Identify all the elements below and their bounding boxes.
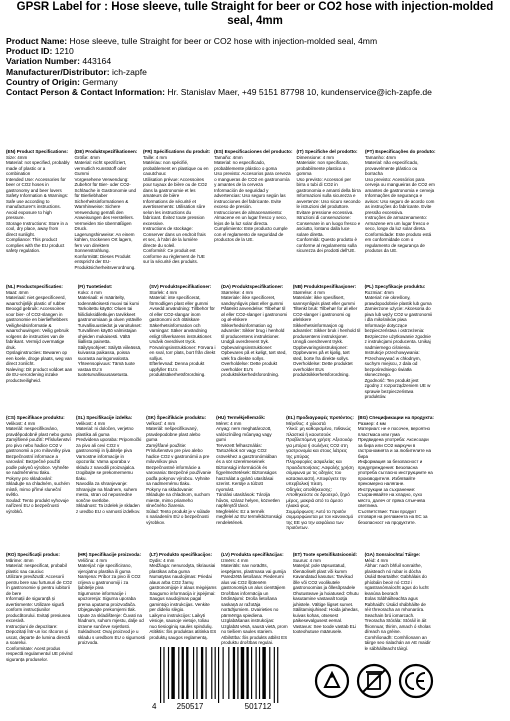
spec-heading: (BG) Спецификации на продукта:	[357, 415, 434, 420]
spec-line: Material: no especificado, probablemente plástico o goma	[214, 160, 277, 171]
spec-block	[4, 149, 73, 279]
spec-line: Izmērs: 4 mm	[221, 557, 249, 563]
spec-block	[141, 149, 212, 279]
spec-line: Maat: 4mm	[6, 289, 29, 295]
spec-line: Размер: 4 мм	[357, 420, 386, 426]
product-info	[6, 36, 504, 97]
spec-block	[147, 284, 219, 409]
spec-heading: (SL) Specifikacije izdelka:	[76, 415, 133, 420]
spec-line: Vorgesehene Verwendung: Zubehör für Bier- oder CO2-Schläuche in Gastronomie und für Bierliebhaber	[74, 176, 137, 199]
barcode-bar	[196, 647, 197, 699]
spec-block	[434, 284, 506, 409]
spec-line: Instrucțiuni de depozitare: Depozitați într-un loc răcoros și uscat, departe de lumina directă a soarelui.	[6, 623, 71, 646]
barcode-bar	[211, 647, 212, 699]
spec-block	[76, 552, 148, 672]
spec-heading: (HR) Specifikacije proizvoda:	[77, 552, 142, 557]
spec-line: Uzglabāšanas instrukcijas: Uzglabāt vēsā, sausā vietā, prom no tiešiem saules stariem.	[221, 618, 288, 635]
info-value: Hr. Stanislav Maer, +49 5151 87798 10, kundenservice@ich-zapfe.de	[165, 87, 432, 98]
spec-line: Påtænkt anvendelse: Tilbehør til øl eller CO2-slanger i gastronomi og øl-elskere	[221, 306, 288, 323]
spec-line: Dimensione: 4 mm	[296, 154, 335, 160]
spec-line: Instructions de stockage: Conserver dans un endroit frais et sec, à l'abri de la lumière directe du soleil.	[143, 226, 206, 248]
spec-line: Velikost: 4 mm	[6, 420, 36, 426]
spec-heading: (PL) Specyfikacje produktu:	[364, 284, 426, 289]
spec-line: Storlek: 4 mm	[149, 289, 178, 295]
spec-heading: (LT) Produkto specifikacijos:	[149, 552, 213, 557]
spec-line: Sikkerhedsinformation og advarsler: Sikker brug i henhold til producentens instruktioner. Undgå overdrevent tryk.	[221, 322, 285, 345]
spec-block	[434, 552, 506, 672]
spec-line: Avsedd användning: Tillbehör för öl eller CO2-slangar inom gastronomi och ölälskare	[149, 306, 215, 323]
spec-heading: (DE) Produktspezifikationen:	[74, 149, 138, 154]
spec-line: Συμμόρφωση: Αυτό το προϊόν συμμορφώνεται με τον κανονισμό της ΕΕ για την ασφάλεια των προϊόντων.	[286, 508, 354, 531]
spec-heading: (HU) Termékjellemzők:	[216, 415, 266, 420]
spec-line: Efterlevnad: Denna produkt uppfyller EU:s produktsäkerhetsförordning.	[149, 361, 206, 378]
page-title: GPSR Label for : Hose sleeve, tulle Straight for beer or CO2 hose with injection-molded seal, 4mm	[16, 1, 494, 27]
spec-line: Safety Information & Warnings: Safe use according to manufacturer's instructions. Avoid exposure to high pressure.	[6, 193, 69, 221]
spec-line: Conformité: Ce produit est conforme au règlement de l'UE sur la sécurité des produits.	[143, 248, 205, 265]
spec-line: Méret: 4 mm	[216, 420, 242, 426]
spec-line: Προβλεπόμενη χρήση: Αξεσουάρ για μπύρα ή σωλήνες CO2 στη γαστρονομία και στους λάτρεις της μπύρας	[286, 437, 353, 459]
spec-line: Atitiktis: Šis produktas atitinka ES produktų saugos reglamentą.	[149, 629, 217, 640]
barcode-bar	[277, 647, 278, 703]
spec-line: Størrelse: 4 mm	[292, 289, 325, 295]
barcode-bar	[237, 647, 238, 699]
spec-block	[73, 149, 142, 279]
spec-line: Naleving: Dit product voldoet aan de EU-verordening inzake productveiligheid.	[6, 366, 73, 383]
spec-line: Storage Instructions: Store in a cool, dry place, away from direct sunlight.	[6, 220, 68, 237]
spec-line: Conformità: Questo prodotto è conforme al regolamento sulla sicurezza dei prodotti dell'UE.	[296, 237, 358, 254]
info-value: Germany	[80, 76, 118, 87]
spec-line: Informacje dotyczące bezpieczeństwa i ostrzeżenia: Bezpieczne użytkowanie zgodnie z instrukcjami producenta. Unikaj nadmiernego ciśnienia.	[364, 322, 431, 350]
spec-line: Veličina: 4 mm	[77, 557, 107, 563]
info-label: Variation Number:	[6, 56, 81, 67]
barcode-bar	[274, 647, 275, 703]
spec-line: Pokyny na skladovanie: Skladujte na chladnom, suchom mieste, mimo priameho slnečného žiarenia.	[146, 486, 210, 509]
spec-heading: (NB) Produktspesifikasjoner:	[292, 284, 357, 289]
spec-heading: (ET) Toote spetsifikatsioonid:	[292, 552, 358, 557]
spec-line: Ohutusteave ja hoiatused: Ohutu kasutamine vastavalt tootja juhistele. Vältige liigset survet.	[292, 590, 359, 607]
info-value: 443164	[80, 56, 112, 67]
spec-line: Comhlíonadh: Comhlíonann an táirge seo rialachán an AE maidir le sábháilteacht táirgí.	[364, 634, 431, 651]
info-row	[6, 77, 504, 87]
spec-line: Tamaño: 4mm	[214, 154, 243, 160]
spec-line: Materiāls: nav norādīts, iespējams, plastmasa vai gumija	[221, 563, 286, 574]
barcode-bar	[193, 647, 194, 699]
spec-heading: (PT) Especificações do produto:	[365, 149, 436, 154]
spec-line: Soulad: Tento produkt vyhovuje nařízení EU o bezpečnosti výrobků.	[6, 497, 69, 514]
spec-line: Navodila za shranjevanje: Shranjujte na hladnem, suhem mestu, stran od neposredne sončne svetlobe.	[76, 481, 138, 503]
barcode-bars	[160, 647, 278, 703]
spec-row-3	[4, 415, 506, 545]
spec-line: Eolas Sábháilteachta agus Rabhaidh: Úsáid shábháilte de réir threoracha an mhonaróra. Seachain brú iomarcach.	[364, 596, 426, 618]
spec-line: Tamanho: 4mm	[365, 154, 397, 160]
spec-line: Materiale: non specificato, probabilmente plastica o gomma	[296, 160, 349, 177]
barcode-left-digits: 250517	[176, 702, 204, 711]
spec-line: Predvidena uporaba: Pripomočki za pivo ali cevi CO2 v gastronomiji in ljubitelje piva	[76, 437, 142, 454]
spec-line: Ábhar: nach bhfuil sonraithe, plaisteach nó rubar is dócha	[364, 563, 422, 574]
spec-block	[356, 415, 436, 545]
spec-line: Tárolási utasítások: Tárolja hűvös, száraz helyen, közvetlen napfénytől távol.	[216, 492, 280, 509]
recycle-icon	[316, 665, 348, 697]
compliance-symbols	[312, 653, 442, 709]
spec-line: Zamierzone użycie: Akcesoria do piwa lub węży CO2 w gastronomii i dla miłośników piwa	[364, 306, 433, 323]
spec-line: Istruzioni di conservazione: Conservare in un luogo fresco e asciutto, lontano dalla luce solare diretta.	[296, 215, 361, 237]
spec-line: Taille: 4 mm	[143, 154, 168, 160]
spec-line: Opslaginstructies: Bewaren op een koele, droge plaats, weg van direct zonlicht.	[6, 350, 73, 367]
spec-line: Konformität: Dieses Produkt entspricht der EU-Produktsicherheitsverordnung.	[74, 253, 136, 270]
info-label: Manufacturer/Distributor:	[6, 66, 110, 77]
spec-heading: (LV) Produkta specifikācijas:	[221, 552, 284, 557]
spec-line: Säilytysohjeet: Säilytä viileässä, kuivassa paikassa, poissa suorasta auringonvalosta.	[77, 344, 142, 361]
spec-line: Material: inte specificerat, förmodligen plast eller gummi	[149, 295, 209, 306]
spec-block	[212, 149, 294, 279]
spec-line: Laikymo instrukcijos: Laikyti vėsioje, sausoje vietoje, toliau nuo tiesioginių saulės spindulių.	[149, 612, 213, 629]
spec-line: Beoogd gebruik: Accessoires voor bier- of CO2-slangen in gastronomie en bierliefhebbers	[6, 306, 68, 323]
spec-block	[291, 284, 363, 409]
barcode-bar	[186, 647, 188, 699]
spec-line: Инструкции за съхранение: Съхранявайте на хладно, сухо място, далеч от пряка слънчева светлина.	[357, 486, 426, 509]
spec-line: Størrelse: 4 mm	[221, 289, 254, 295]
spec-heading: (FR) Spécifications du produit:	[143, 149, 211, 154]
spec-line: Atbilstība: Šis produkts atbilst ES produktu drošības regulai.	[221, 634, 288, 646]
spec-line: Velikost: 4 mm	[76, 420, 106, 426]
spec-line: Overholdelse: Dette produkt overholder EU's produktsikkerhedsforordning.	[221, 361, 280, 378]
spec-block	[74, 415, 144, 545]
spec-heading: (IT) Specifiche del prodotto:	[296, 149, 358, 154]
spec-line: Pokyny pro skladování: Skladujte na chladném, suchém místě, mimo přímé sluneční světlo.	[6, 475, 70, 498]
spec-line: Skladnost: Ta izdelek je skladen z uredbo EU o varnosti izdelkov.	[76, 503, 141, 514]
spec-row-2	[4, 284, 506, 409]
spec-line: Veľkosť: 4 mm	[146, 420, 176, 426]
gpsr-label	[0, 1, 510, 721]
barcode-bar	[160, 647, 161, 703]
spec-line: Υλικό: μη καθορισμένο, πιθανώς πλαστικό ή καουτσούκ	[286, 426, 352, 437]
barcode-bar	[233, 647, 235, 699]
spec-line: Utilisation prévue: Accessoires pour tuyaux de bière ou de CO2 dans la gastronomie et les amateurs de bière	[143, 176, 208, 199]
spec-block	[144, 415, 214, 545]
spec-line: Turvallisuustiedot ja varoitukset: Turvallinen käyttö valmistajan ohjeiden mukaisesti. Vältä liiallista painetta.	[77, 322, 142, 345]
spec-line: Säkerhetsinformation och varningar: Säker användning enligt tillverkarens instruktioner. Undvik överdrivet tryck.	[149, 322, 213, 345]
spec-block	[437, 149, 506, 279]
barcode-bar	[241, 647, 244, 699]
barcode-bar	[259, 647, 260, 699]
spec-line: Paredzētā lietošana: Piederumi alus vai CO2 šļūtenēm gastronomijā un alus cienītājiem	[221, 574, 286, 591]
spec-line: Informații de siguranță și avertismente: Utilizare sigură conform instrucțiunilor producătorului. Evitați presiunea excesivă.	[6, 596, 71, 624]
spec-line: Материал: не е посочен, вероятно пластмаса или гума	[357, 426, 431, 437]
info-row	[6, 56, 504, 66]
spec-line: Suurus: 4 mm	[292, 557, 321, 563]
spec-line: Bezpečnostní informace a varování: Bezpečné použití podle pokynů výrobce. Vyhněte se nadměrnému tlaku.	[6, 453, 69, 476]
spec-line: Materijal: nije specificirano, vjerojatno plastika ili guma	[77, 563, 132, 574]
spec-line: Materiál: nešpecifikovaný, pravdepodobne plast alebo guma	[146, 426, 201, 443]
barcode-bar	[223, 647, 224, 699]
spec-line: Lagerungshinweise: An einem kühlen, trockenen Ort lagern, fern von direktem Sonnenstrahlung.	[74, 231, 135, 254]
spec-line: Úsáid Beartaithe: Gabhálais do phíobáin beoir nó CO2 i ngastranómaíocht agus do lucht leanúna beorach	[364, 574, 429, 596]
barcode-bar	[251, 647, 252, 699]
spec-heading: (ES) Especificaciones del producto:	[214, 149, 293, 154]
info-label: Product Name:	[6, 36, 68, 46]
spec-line: Größe: 4mm	[74, 154, 100, 160]
spec-block	[295, 149, 364, 279]
spec-line: Zamýšľané použitie: Príslušenstvo pre pivo alebo hadice CO2 v gastronómii a pre milovníkov piva	[146, 442, 210, 465]
spec-heading: (FI) Tuotetiedot:	[77, 284, 113, 289]
spec-line: Informações de segurança e avisos: Uso seguro de acordo com as instruções do fabricante. Evite pressão excessiva.	[365, 193, 435, 215]
spec-line: Saugumo informacija ir įspėjimai: Saugus naudojimas pagal gamintojo instrukcijas. Venkite per didelio slėgio.	[149, 590, 216, 613]
spec-line: Matériau: non spécifié, probablement en plastique ou en caoutchouc	[143, 160, 209, 177]
spec-line: Veiligheidsinformatie & waarschuwingen: Veilig gebruik volgens de instructies van de fabrikant. Vermijd overmatige druk.	[6, 322, 69, 350]
barcode-bar	[256, 647, 257, 699]
spec-line: Instrucciones de almacenamiento: Almacene en un lugar fresco y seco, lejos de la luz solar directa.	[214, 209, 287, 226]
spec-line: Informazioni sulla sicurezza e avvertenze: Uso sicuro secondo le istruzioni del produttore. Evitare pressione eccessiva.	[296, 193, 361, 215]
spec-line: Medžiaga: nenurodyta, tikriausiai plastikas arba guma	[149, 563, 216, 574]
spec-block	[284, 415, 356, 545]
spec-line: Informations de sécurité et avertissements: Utilisation sûre selon les instructions du fabricant. Évitez toute pression excessive.	[143, 198, 206, 226]
spec-line: Material: nicht spezifiziert, vermutlich Kunststoff oder Gummi	[74, 160, 127, 177]
spec-line: Intended Use: Accessories for beer or CO2 hoses in gastronomy and beer lovers	[6, 176, 66, 193]
barcode-bar	[163, 647, 164, 703]
spec-line: Materiale: ikke specificeret, sandsynligvis plast eller gummi	[221, 295, 284, 306]
spec-line: Biztonsági információk és figyelmeztetések: Biztonságos használat a gyártó utasításai szerint. Kerülje a túlzott nyomást.	[216, 464, 277, 492]
spec-line: Compliance: This product complies with the EU product safety regulation.	[6, 237, 65, 254]
spec-line: Opbevaringsinstruktioner: Opbevares på et køligt, tørt sted, væk fra direkte sollys.	[221, 344, 287, 361]
spec-line: Súlad: Tento produkt je v súlade s nariadením EÚ o bezpečnosti výrobkov.	[146, 508, 211, 525]
barcode-bar	[171, 647, 174, 699]
spec-line: Varnostne informacije in opozorila: Varna uporaba v skladu z navodili proizvajalca. Izogibajte se prekomernemu tlaku.	[76, 453, 136, 481]
spec-line: Tervezett felhasználás: Tartozékok sör vagy CO2 csövekhez a gasztronómiában és a sör szerelmeseinek	[216, 442, 277, 465]
spec-line: Instrukcje przechowywania: Przechowywać w chłodnym, suchym miejscu, z dala od bezpośredniego światła słonecznego.	[364, 350, 421, 378]
spec-line: Conformidade: Este produto está em conformidade com o regulamento de segurança de produtos da UE.	[365, 231, 432, 254]
info-value: ich-zapfe	[109, 66, 147, 77]
barcode-bar	[182, 647, 184, 699]
info-label: Country of Origin:	[6, 76, 80, 87]
ean-barcode	[150, 645, 300, 711]
info-label: Contact Person & Contact Information:	[6, 87, 165, 98]
spec-line: Tiltenkt bruk: Tilbehør for øl eller CO2-slanger i gastronomi og ølelskere	[292, 306, 358, 323]
spec-line: Sikkerhetsinformasjon og advarsler: Sikker bruk i henhold til produsentens instruksjoner. Unngå overdrevent trykk.	[292, 322, 361, 345]
barcode-bar	[168, 647, 169, 699]
spec-line: Μέγεθος: 4 χιλιοστά	[286, 420, 326, 426]
spec-line: Materiał: nie określony, prawdopodobnie plastik lub guma	[364, 295, 432, 306]
spec-line: Bezpečnostné informácie a varovania: Bezpečné používanie podľa pokynov výrobcu. Vyhnite sa nadmernému tlaku.	[146, 464, 212, 487]
spec-line: Material: não especificado, provavelmente plástico ou borracha	[365, 160, 419, 177]
spec-line: Materiaali: ei määritelty, todennäköisesti muovi tai kumi	[77, 295, 139, 306]
spec-block	[219, 284, 291, 409]
barcode-bar	[262, 647, 265, 699]
spec-block	[4, 415, 74, 545]
barcode-bar	[246, 647, 248, 699]
spec-block	[363, 284, 435, 409]
spec-line: Cumplimiento: Este producto cumple con el reglamento de seguridad de productos de la UE.	[214, 226, 288, 243]
barcode-bar	[201, 647, 203, 699]
spec-line: Utilizare prevăzută: Accesorii pentru bere sau furtunuri de CO2 în gastronomie și pentru iubitorii de bere	[6, 574, 73, 596]
spec-line: Предвидена употреба: Аксесоари за бира или CO2 маркучи в гастрономията и за любителите на бира	[357, 437, 431, 459]
spec-line: Uso previsto: Acessórios para cerveja ou mangueiras de CO2 em amantes de gastronomia e cerveja	[365, 176, 435, 193]
spec-line: Namjena: Pribor za pivo ili CO2 crijeva u gastronomiji i za ljubitelje piva	[77, 574, 141, 591]
info-value: 1210	[52, 46, 74, 57]
barcode-lead-digit: 4	[152, 702, 157, 711]
spec-line: Sigurnosne informacije i upozorenja: Sigurna uporaba prema uputama proizvođača. Izbjegavajte prekomjerni tlak.	[77, 590, 136, 613]
spec-block	[436, 415, 506, 545]
spec-line: Upute za skladištenje: Čuvati na hladnom, suhom mjestu, dalje od izravne sunčeve svjetlosti.	[77, 612, 144, 629]
spec-line: Yhteensopivuus: Tämä tuote vastaa EU:n tuoteturvallisuusasetusta.	[77, 361, 135, 378]
barcode-bar	[178, 647, 179, 699]
spec-line: Información de seguridad y advertencias: Uso seguro según las instrucciones del fabricante. Evite exceso de presión.	[214, 187, 286, 210]
spec-line: Zamýšlené použití: Příslušenství pro pivo nebo hadice CO2 v gastronomii a pro milovníky piva	[6, 437, 71, 454]
spec-line: Säilitamisjuhised: Hoida jahedas, kuivas kohas, otsesest päikesevalgusest eemal.	[292, 607, 359, 624]
spec-line: Rozmiar: 4mm	[364, 289, 394, 295]
spec-line: Οδηγίες αποθήκευσης: Αποθηκεύστε σε δροσερό, ξηρό μέρος, μακριά από το άμεσο ηλιακό φως.	[286, 486, 350, 509]
spec-row-1	[4, 149, 506, 279]
spec-line: Materiale: ikke spesifisert, sannsynligvis plast eller gummi	[292, 295, 355, 306]
spec-heading: (SK) Špecifikácie produktu:	[146, 415, 207, 420]
spec-block	[214, 415, 284, 545]
info-row	[6, 46, 504, 56]
spec-line: Πληροφορίες ασφαλείας και προειδοποιήσεις: Ασφαλής χρήση σύμφωνα με τις οδηγίες του κατασκευαστή. Αποφύγετε την υπερβολική πίεση.	[286, 459, 354, 487]
ce-mark-icon	[400, 665, 432, 697]
spec-line: Materjal: pole täpsustatud, tõenäoliselt plast või kumm	[292, 563, 347, 574]
spec-line: Информация за безопасност и предупреждения: Безопасна употреба съгласно инструкциите на производителя. Избягвайте прекомерно налягане.	[357, 459, 433, 487]
spec-heading: (NL) Productspecificaties:	[6, 284, 63, 289]
spec-heading: (EN) Product Specifications:	[6, 149, 69, 154]
info-row	[6, 36, 504, 46]
spec-line: Sukladnost: Ovaj proizvod je u skladu s uredbom EU o sigurnosti proizvoda.	[77, 629, 145, 646]
spec-line: Conformitate: Acest produs respectă regulamentul UE privind siguranța produselor.	[6, 645, 73, 662]
spec-line: Sicherheitsinformationen & Warnhinweise: Sichere Verwendung gemäß den Anweisungen des Herstellers. Vermeiden Sie übermäßigen Druck.	[74, 198, 135, 232]
barcode-bar	[218, 647, 219, 703]
spec-line: Tarkoitettu käyttö: Oluen tai hiilidioksidiletkujen tarvikkeet gastronomiaan ja oluen ystäville	[77, 306, 142, 323]
barcode-right-digits: 501712	[244, 702, 272, 711]
spec-line: Materiál: nespecifikováno, pravděpodobně plast nebo guma	[6, 426, 72, 437]
spec-block	[4, 552, 76, 672]
spec-heading: (CS) Specifikace produktu:	[6, 415, 65, 420]
spec-line: Material: nespecificat, probabil plastic sau cauciuc	[6, 563, 67, 574]
spec-heading: (SV) Produktspecifikationer:	[149, 284, 212, 289]
spec-line: Treoracha Stórála: Stóráil in áit fhionnuar, thirim, amach ó sholas díreach na gréine.	[364, 618, 431, 635]
spec-line: Material: ni določen, verjetno plastika ali guma	[76, 426, 134, 437]
barcode-bar	[228, 647, 229, 699]
spec-line: Kavandatud kasutus: Tarvikud õlle või CO2 voolikutele gastronoomias ja õllesõpradele	[292, 574, 356, 591]
spec-heading: (EL) Προδιαγραφές προϊόντος:	[286, 415, 354, 420]
spec-line: Overholdelse: Dette produktet overholder EUs produktsikkerhetsforordning.	[292, 361, 353, 378]
spec-line: Megfelelés: Ez a termék megfelel az EU termékbiztonsági rendeletének.	[216, 508, 282, 525]
spec-heading: (RO) Specificații produs:	[6, 552, 60, 557]
spec-line: Mărime: 4mm	[6, 557, 34, 563]
info-value: Hose sleeve, tulle Straight for beer or CO2 hose with injection-molded seal, 4mm	[67, 36, 378, 46]
spec-line: Oppbevaringsinstruksjoner: Oppbevares på et kjølig, tørt sted, borte fra direkte sollys.	[292, 344, 350, 361]
spec-line: Méid: 4 mm	[364, 557, 389, 563]
spec-block	[76, 284, 148, 409]
no-bin-icon	[358, 665, 390, 697]
spec-block	[4, 284, 76, 409]
barcode-bar	[215, 647, 216, 699]
info-row	[6, 67, 504, 77]
spec-line: Drošības informācija un brīdinājumi: Droša lietošana saskaņā ar ražotāja norādījumiem. Izvairieties no pārmērīga spiediena.	[221, 590, 279, 618]
barcode-bar	[206, 647, 207, 699]
spec-line: Size: 4mm	[6, 154, 28, 160]
spec-heading: (GA) Sonraíochtaí Táirge:	[364, 552, 421, 557]
spec-line: Koko: 4 mm	[77, 289, 102, 295]
spec-line: Förvaringsinstruktioner: Förvara i en sval, torr plats, bort från direkt solljus.	[149, 344, 216, 361]
spec-line: Material: not specified, probably made of plastic or a combination	[6, 160, 70, 177]
spec-line: Materiaal: niet gespecificeerd, waarschijnlijk plastic of rubber	[6, 295, 66, 306]
spec-line: Numatytas naudojimas: Priedai alaus arba CO2 žarnų gastronomijoje ir alaus mėgėjams	[149, 574, 217, 591]
spec-line: Instruções de armazenamento: Armazene em um lugar fresco e seco, longe da luz solar direta.	[365, 215, 430, 232]
spec-line: Uso previsto: Accessori per birra o tubi di CO2 in gastronomia e amanti della birra	[296, 176, 361, 193]
spec-line: Uso previsto: Accesorios para cerveza o mangueras de CO2 en gastronomía y amantes de la cerveza	[214, 171, 291, 188]
spec-line: Съответствие: Този продукт отговаря на регламента на ЕС за безопасност на продуктите.	[357, 508, 428, 525]
spec-line: Dydis: 4 mm	[149, 557, 175, 563]
spec-block	[363, 149, 437, 279]
info-label: Product ID:	[6, 46, 53, 57]
spec-heading: (DA) Produktspecifikationer:	[221, 284, 284, 289]
info-row	[6, 87, 504, 97]
spec-line: Anyag: nem meghatározott, valószínűleg műanyag vagy gumi	[216, 426, 272, 443]
spec-line: Zgodność: Ten produkt jest zgodny z rozporządzeniem UE w sprawie bezpieczeństwa produktów.	[364, 377, 431, 400]
spec-line: Vastavus: See toode vastab ELi tooteohutuse määrusele.	[292, 623, 357, 635]
barcode-bar	[269, 647, 270, 699]
